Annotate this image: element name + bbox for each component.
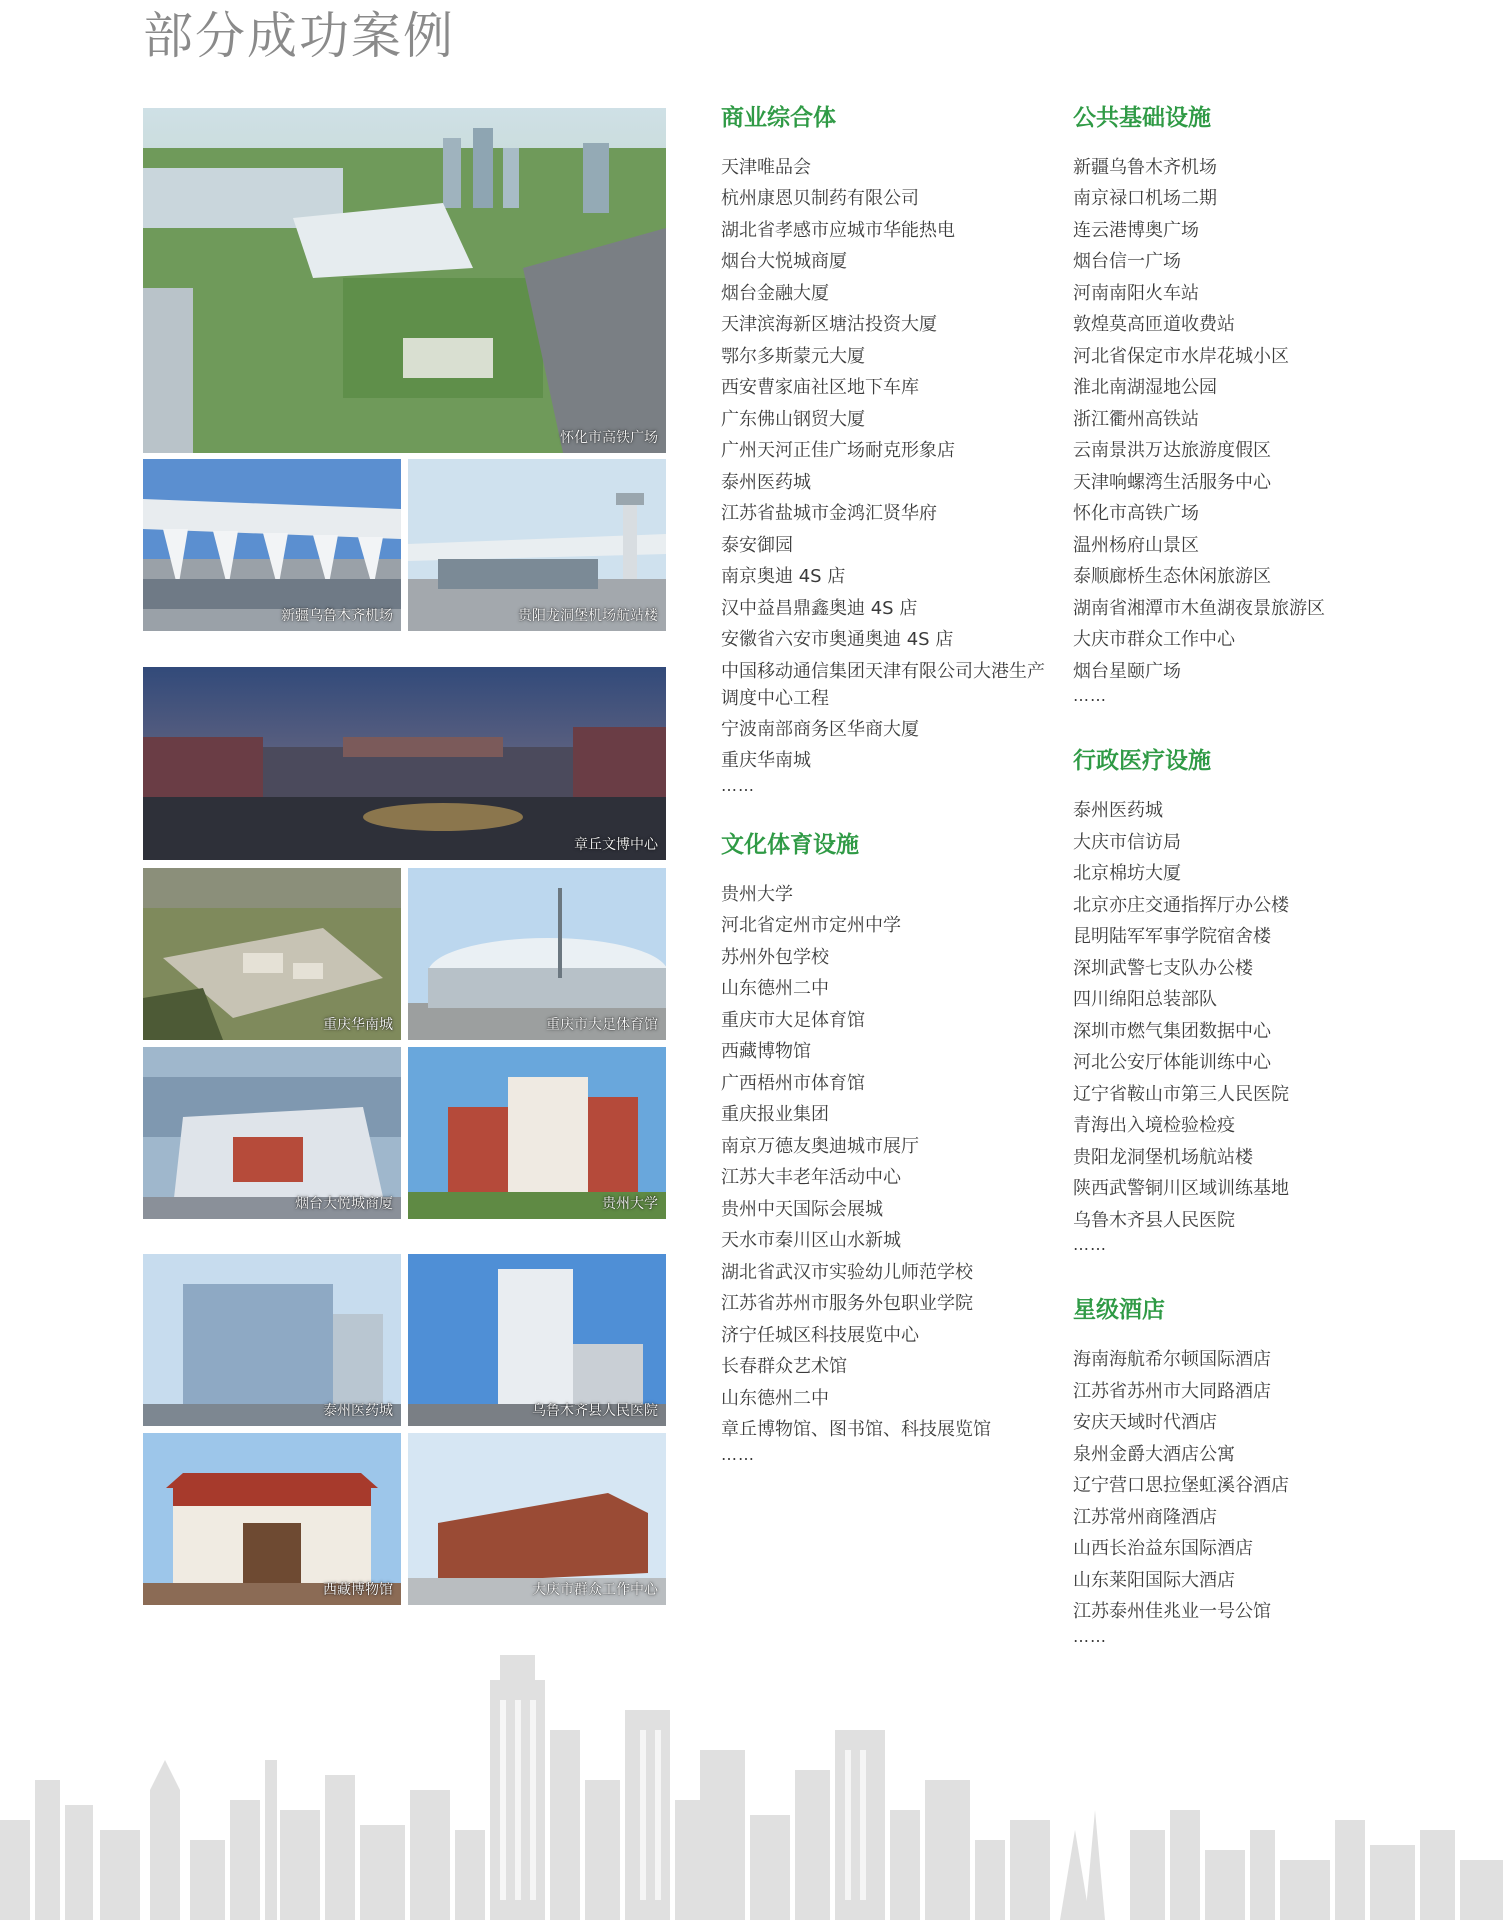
admin-list <box>1073 795 1413 1236</box>
list-item: 烟台星颐广场 <box>1073 660 1181 682</box>
list-item: 天津滨海新区塘沽投资大厦 <box>721 314 937 336</box>
photo-caption: 贵州大学 <box>602 1196 658 1212</box>
list-item: 河北公安厅体能训练中心 <box>1073 1052 1271 1074</box>
list-item: 湖北省孝感市应城市华能热电 <box>721 219 955 241</box>
list-item: 江苏省盐城市金鸿汇贤华府 <box>721 503 937 525</box>
photo-caption: 章丘文博中心 <box>574 837 658 853</box>
ellipsis: …… <box>1073 1626 1107 1646</box>
list-item: 泰州医药城 <box>721 471 811 493</box>
photo-urumqi-county-hospital <box>408 1254 666 1426</box>
list-item: 章丘博物馆、图书馆、科技展览馆 <box>721 1419 991 1441</box>
ellipsis: …… <box>1073 1235 1107 1255</box>
section-hotel <box>1073 1296 1413 1645</box>
list-item: 重庆市大足体育馆 <box>721 1009 865 1031</box>
list-item: 新疆乌鲁木齐机场 <box>1073 156 1217 178</box>
list-item: 湖南省湘潭市木鱼湖夜景旅游区 <box>1073 597 1325 619</box>
list-item: 泰顺廊桥生态休闲旅游区 <box>1073 566 1271 588</box>
list-item: 泉州金爵大酒店公寓 <box>1073 1443 1235 1465</box>
photo-caption: 重庆华南城 <box>323 1017 393 1033</box>
photo-tibet-museum <box>143 1433 401 1605</box>
list-item: 连云港博奥广场 <box>1073 219 1199 241</box>
list-item: 安徽省六安市奥通奥迪 4S 店 <box>721 629 954 651</box>
photo-caption: 泰州医药城 <box>323 1403 393 1419</box>
list-item: 四川绵阳总装部队 <box>1073 989 1217 1011</box>
list-item: 泰州医药城 <box>1073 800 1163 822</box>
list-item: 烟台金融大厦 <box>721 282 829 304</box>
list-item: 鄂尔多斯蒙元大厦 <box>721 345 865 367</box>
photo-guiyang-terminal <box>408 459 666 631</box>
list-item: 西藏博物馆 <box>721 1041 811 1063</box>
list-item: 广东佛山钢贸大厦 <box>721 408 865 430</box>
photo-guizhou-university <box>408 1047 666 1219</box>
public-list <box>1073 152 1413 688</box>
list-item: 浙江衢州高铁站 <box>1073 408 1199 430</box>
photo-caption: 怀化市高铁广场 <box>560 430 658 446</box>
photo-caption: 新疆乌鲁木齐机场 <box>281 608 393 624</box>
list-item: 江苏常州商隆酒店 <box>1073 1506 1217 1528</box>
list-item: 广州天河正佳广场耐克形象店 <box>721 440 955 462</box>
list-item: 重庆华南城 <box>721 750 811 772</box>
list-item: 长春群众艺术馆 <box>721 1356 847 1378</box>
photo-yantai-mall <box>143 1047 401 1219</box>
photo-caption: 贵阳龙洞堡机场航站楼 <box>518 608 658 624</box>
list-item: 天津唯品会 <box>721 156 811 178</box>
list-item: 大庆市信访局 <box>1073 831 1181 853</box>
ellipsis: …… <box>721 775 755 795</box>
list-item: 广西梧州市体育馆 <box>721 1072 865 1094</box>
column-right <box>1073 104 1413 1682</box>
photo-huaihua-station <box>143 108 666 453</box>
column-left <box>721 104 1061 1500</box>
list-item: 南京万德友奥迪城市展厅 <box>721 1135 919 1157</box>
list-item: 西安曹家庙社区地下车库 <box>721 377 919 399</box>
list-item: 淮北南湖湿地公园 <box>1073 377 1217 399</box>
photo-chongqing-south-city <box>143 868 401 1040</box>
list-item: 湖北省武汉市实验幼儿师范学校 <box>721 1261 973 1283</box>
list-item: 贵州大学 <box>721 883 793 905</box>
list-item: 宁波南部商务区华商大厦 <box>721 718 919 740</box>
photo-caption: 乌鲁木齐县人民医院 <box>532 1403 658 1419</box>
list-item: 深圳市燃气集团数据中心 <box>1073 1020 1271 1042</box>
list-item: 敦煌莫高匝道收费站 <box>1073 314 1235 336</box>
page-title: 部分成功案例 <box>143 7 455 65</box>
list-item: 河北省定州市定州中学 <box>721 915 901 937</box>
list-item: 乌鲁木齐县人民医院 <box>1073 1209 1235 1231</box>
hotel-list <box>1073 1344 1413 1628</box>
ellipsis: …… <box>1073 686 1107 706</box>
list-item: 江苏大丰老年活动中心 <box>721 1167 901 1189</box>
list-item: 北京亦庄交通指挥厅办公楼 <box>1073 894 1289 916</box>
list-item: 贵州中天国际会展城 <box>721 1198 883 1220</box>
photo-caption: 西藏博物馆 <box>323 1582 393 1598</box>
list-item: 云南景洪万达旅游度假区 <box>1073 440 1271 462</box>
list-item: 江苏泰州佳兆业一号公馆 <box>1073 1601 1271 1623</box>
list-item: 泰安御园 <box>721 534 793 556</box>
list-item: 海南海航希尔顿国际酒店 <box>1073 1349 1271 1371</box>
list-item: 南京奥迪 4S 店 <box>721 566 846 588</box>
list-item: 河南南阳火车站 <box>1073 282 1199 304</box>
section-title: 文化体育设施 <box>721 831 859 858</box>
section-public <box>1073 104 1413 705</box>
section-culture <box>721 831 1061 1464</box>
list-item: 山东德州二中 <box>721 978 829 1000</box>
list-item: 安庆天域时代酒店 <box>1073 1412 1217 1434</box>
list-item: 怀化市高铁广场 <box>1073 503 1199 525</box>
list-item: 贵阳龙洞堡机场航站楼 <box>1073 1146 1253 1168</box>
section-title: 公共基础设施 <box>1073 105 1211 131</box>
list-item: 济宁任城区科技展览中心 <box>721 1324 919 1346</box>
list-item: 山东德州二中 <box>721 1387 829 1409</box>
photo-zhangqiu-center <box>143 667 666 860</box>
section-title: 星级酒店 <box>1073 1297 1165 1324</box>
list-item: 青海出入境检验检疫 <box>1073 1115 1235 1137</box>
section-title: 商业综合体 <box>721 105 836 131</box>
list-item: 天水市秦川区山水新城 <box>721 1230 901 1252</box>
list-item: 苏州外包学校 <box>721 946 829 968</box>
list-item: 昆明陆军军事学院宿舍楼 <box>1073 926 1271 948</box>
list-item: 山西长治益东国际酒店 <box>1073 1538 1253 1560</box>
list-item: 烟台信一广场 <box>1073 251 1181 273</box>
photo-caption: 大庆市群众工作中心 <box>532 1582 658 1598</box>
list-item: 河北省保定市水岸花城小区 <box>1073 345 1289 367</box>
photo-caption: 重庆市大足体育馆 <box>546 1017 658 1033</box>
list-item: 天津响螺湾生活服务中心 <box>1073 471 1271 493</box>
commercial-list <box>721 152 1061 777</box>
list-item: 南京禄口机场二期 <box>1073 188 1217 210</box>
list-item: 重庆报业集团 <box>721 1104 829 1126</box>
list-item: 中国移动通信集团天津有限公司大港生产调度中心工程 <box>721 660 1045 709</box>
list-item: 辽宁营口思拉堡虹溪谷酒店 <box>1073 1475 1289 1497</box>
photo-dazu-stadium <box>408 868 666 1040</box>
list-item: 汉中益昌鼎鑫奥迪 4S 店 <box>721 597 918 619</box>
list-item: 辽宁省鞍山市第三人民医院 <box>1073 1083 1289 1105</box>
photo-taizhou-medical-city <box>143 1254 401 1426</box>
list-item: 深圳武警七支队办公楼 <box>1073 957 1253 979</box>
list-item: 陕西武警铜川区域训练基地 <box>1073 1178 1289 1200</box>
section-title: 行政医疗设施 <box>1073 748 1211 775</box>
photo-caption: 烟台大悦城商厦 <box>295 1196 393 1212</box>
list-item: 温州杨府山景区 <box>1073 534 1199 556</box>
list-item: 江苏省苏州市服务外包职业学院 <box>721 1293 973 1315</box>
section-commercial <box>721 104 1061 795</box>
list-item: 烟台大悦城商厦 <box>721 251 847 273</box>
list-item: 大庆市群众工作中心 <box>1073 629 1235 651</box>
photo-daqing-center <box>408 1433 666 1605</box>
section-admin <box>1073 747 1413 1254</box>
list-item: 北京棉坊大厦 <box>1073 863 1181 885</box>
culture-list <box>721 879 1061 1446</box>
ellipsis: …… <box>721 1444 755 1464</box>
photo-urumqi-airport <box>143 459 401 631</box>
list-item: 山东莱阳国际大酒店 <box>1073 1569 1235 1591</box>
list-item: 江苏省苏州市大同路酒店 <box>1073 1380 1271 1402</box>
list-item: 杭州康恩贝制药有限公司 <box>721 188 919 210</box>
city-skyline-graphic <box>0 1626 1503 1920</box>
